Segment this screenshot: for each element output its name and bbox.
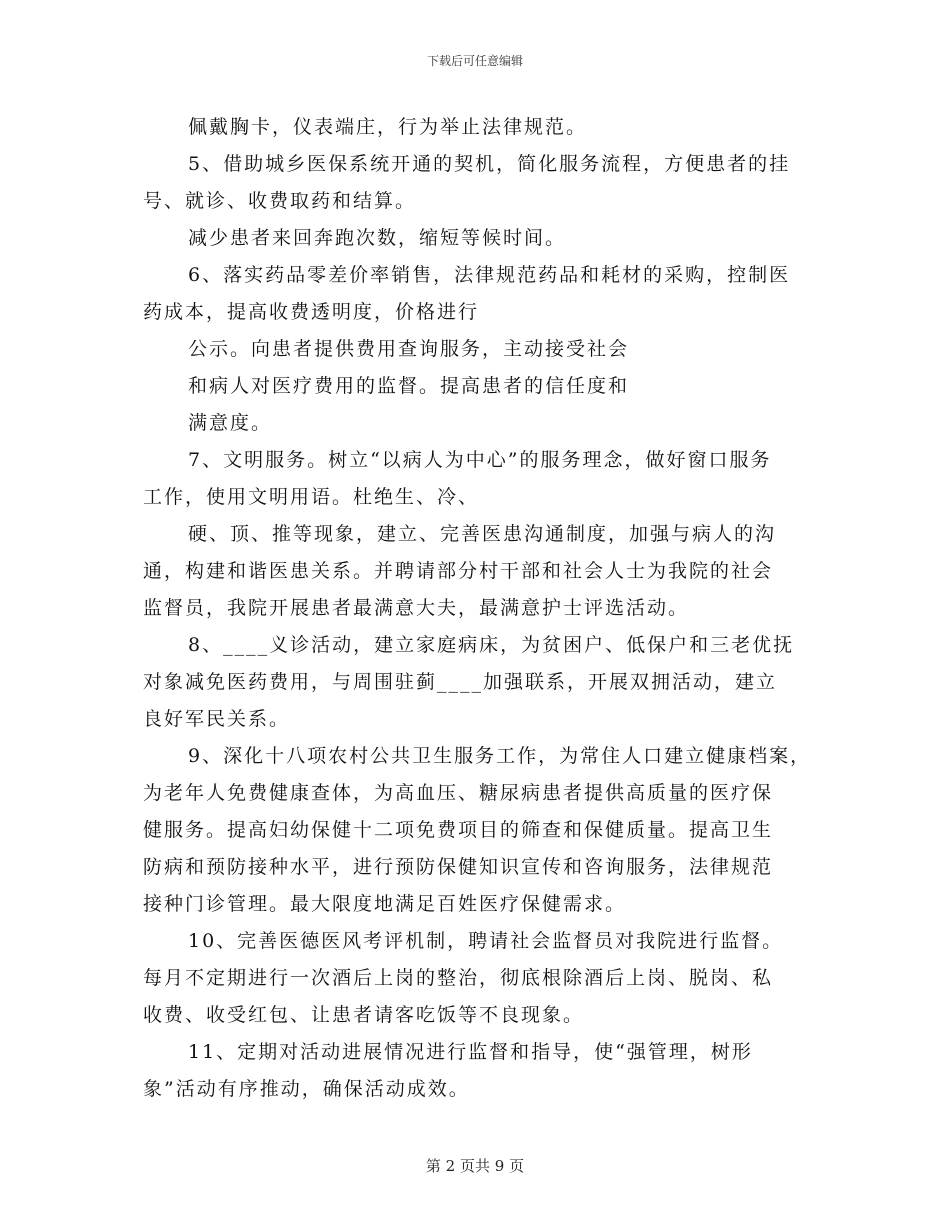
body-line: 满意度。 (188, 412, 273, 434)
body-line: 每月不定期进行一次酒后上岗的整治，彻底根除酒后上岗、脱岗、私 (143, 967, 774, 989)
page-footer: 第 2 页共 9 页 (425, 1157, 525, 1175)
body-line: 公示。向患者提供费用查询服务，主动接受社会 (188, 338, 630, 360)
body-line: 象”活动有序推动，确保活动成效。 (143, 1078, 470, 1100)
body-line: 健服务。提高妇幼保健十二项免费项目的筛查和保健质量。提高卫生 (143, 819, 774, 841)
body-line: 通，构建和谐医患关系。并聘请部分村干部和社会人士为我院的社会 (143, 560, 774, 582)
body-line: 监督员，我院开展患者最满意大夫，最满意护士评选活动。 (143, 597, 690, 619)
body-line: 10、完善医德医风考评机制，聘请社会监督员对我院进行监督。 (188, 930, 784, 952)
body-line: 佩戴胸卡，仪表端庄，行为举止法律规范。 (188, 116, 588, 138)
body-line: 减少患者来回奔跑次数，缩短等候时间。 (188, 227, 567, 249)
body-line: 5、借助城乡医保系统开通的契机，简化服务流程，方便患者的挂 (188, 153, 791, 175)
body-line: 号、就诊、收费取药和结算。 (143, 190, 417, 212)
body-line: 对象减免医药费用，与周围驻蓟____加强联系，开展双拥活动，建立 (143, 671, 778, 693)
body-line: 9、深化十八项农村公共卫生服务工作，为常住人口建立健康档案， (188, 745, 812, 767)
body-line: 8、____义诊活动，建立家庭病床，为贫困户、低保户和三老优抚 (188, 634, 795, 656)
page-header: 下载后可任意编辑 (426, 54, 523, 68)
body-line: 为老年人免费健康查体，为高血压、糖尿病患者提供高质量的医疗保 (143, 782, 774, 804)
body-line: 接种门诊管理。最大限度地满足百姓医疗保健需求。 (143, 893, 627, 915)
body-line: 工作，使用文明用语。杜绝生、冷、 (143, 486, 480, 508)
body-line: 良好军民关系。 (143, 708, 291, 730)
body-line: 药成本，提高收费透明度，价格进行 (143, 301, 480, 323)
body-line: 硬、顶、推等现象，建立、完善医患沟通制度，加强与病人的沟 (188, 523, 777, 545)
body-line: 收费、收受红包、让患者请客吃饭等不良现象。 (143, 1004, 585, 1026)
body-line: 6、落实药品零差价率销售，法律规范药品和耗材的采购，控制医 (188, 264, 791, 286)
body-line: 和病人对医疗费用的监督。提高患者的信任度和 (188, 375, 630, 397)
body-line: 11、定期对活动进展情况进行监督和指导，使“强管理，树形 (188, 1041, 753, 1063)
body-line: 7、文明服务。树立“以病人为中心”的服务理念，做好窗口服务 (188, 449, 772, 471)
body-line: 防病和预防接种水平，进行预防保健知识宣传和咨询服务，法律规范 (143, 856, 774, 878)
